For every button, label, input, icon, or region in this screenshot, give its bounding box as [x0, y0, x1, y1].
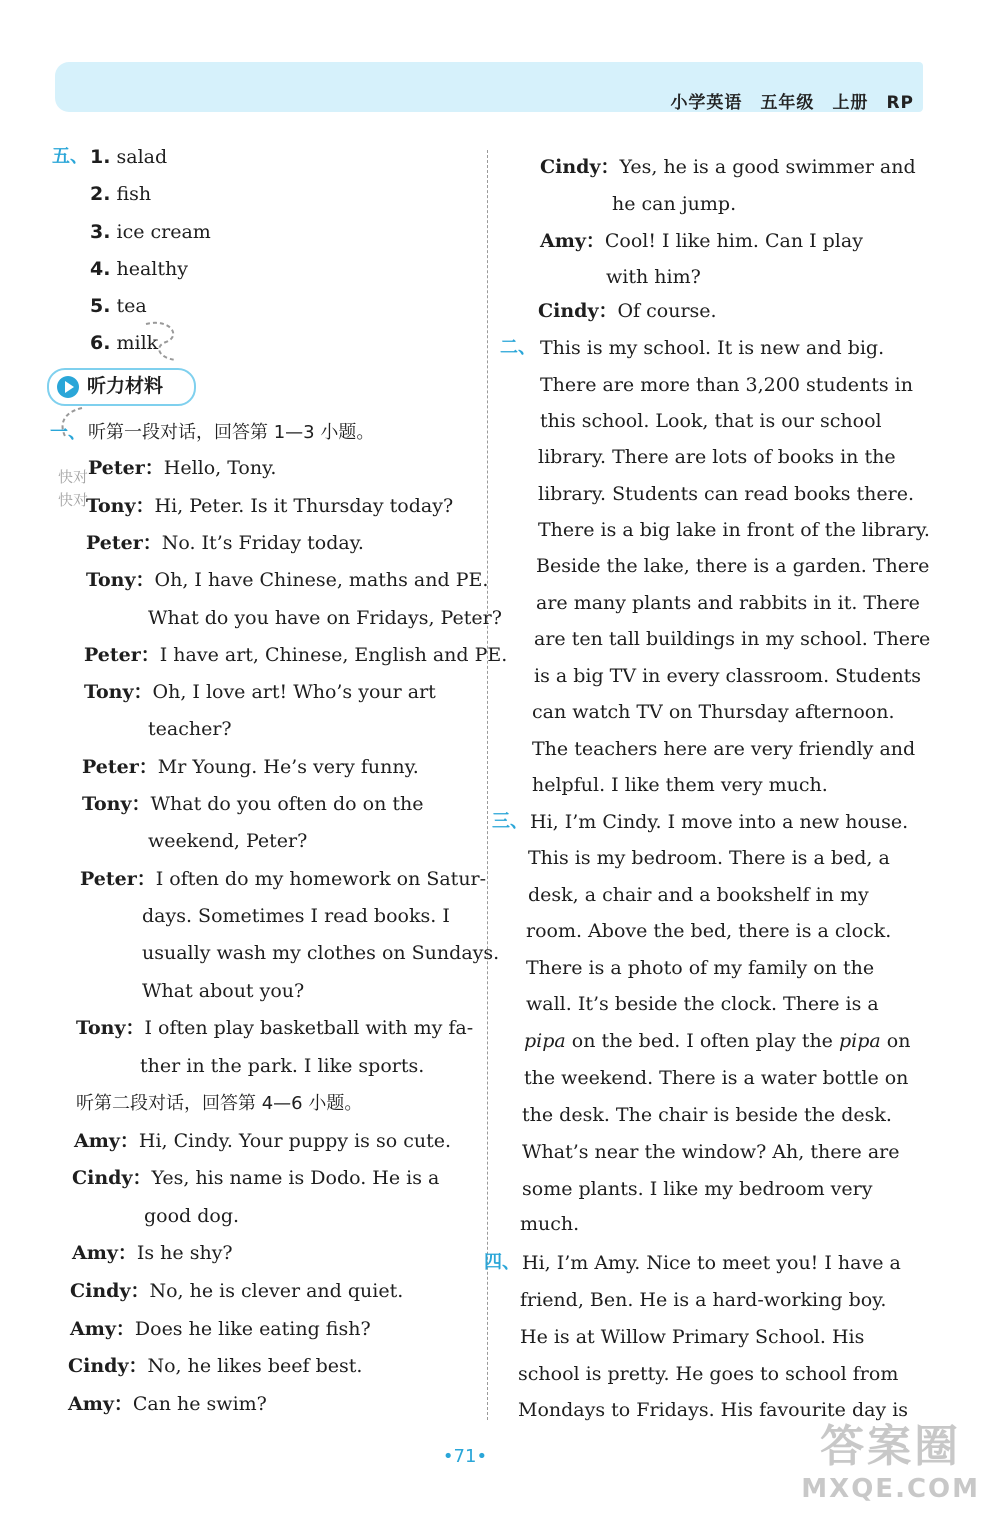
dialogue-line: What about you? [142, 980, 305, 1002]
passage-line: Mondays to Fridays. His favourite day is [518, 1399, 909, 1421]
passage-line: the desk. The chair is beside the desk. [522, 1104, 892, 1126]
dialogue-line: Tony：Hi, Peter. Is it Thursday today? [86, 495, 454, 517]
passage-line: can watch TV on Thursday afternoon. [532, 701, 895, 723]
section-5-label: 五、 [52, 146, 88, 167]
speaker-name: Peter： [86, 532, 162, 554]
passage-line: the weekend. There is a water bottle on [524, 1067, 909, 1089]
page-number: •71• [442, 1446, 488, 1467]
dialogue-line: Cindy：Yes, he is a good swimmer and [540, 156, 916, 178]
dialogue-line: Tony：Oh, I love art! Who’s your art [84, 681, 436, 703]
dialogue-line: What do you have on Fridays, Peter? [148, 607, 502, 629]
speaker-name: Tony： [86, 495, 155, 517]
stamp-text: 快对 [58, 491, 89, 509]
passage-line: room. Above the bed, there is a clock. [526, 920, 892, 942]
dialogue-line: he can jump. [612, 193, 737, 215]
dialogue-line: Tony：I often play basketball with my fa- [76, 1017, 474, 1039]
passage-line: are many plants and rabbits in it. There [536, 592, 920, 614]
listening-materials-header [47, 368, 196, 406]
speaker-name: Tony： [76, 1017, 145, 1039]
dialogue-line: with him? [606, 266, 701, 288]
passage-line: library. Students can read books there. [538, 483, 914, 505]
passage-line: The teachers here are very friendly and [532, 738, 916, 760]
speaker-name: Peter： [80, 868, 156, 890]
dialogue-line: Amy：Is he shy? [72, 1242, 233, 1264]
speaker-name: Tony： [84, 681, 153, 703]
answer-item: 4. healthy [90, 258, 188, 280]
passage-line: are ten tall buildings in my school. There [534, 628, 931, 650]
section-4-label: 四、 [484, 1252, 520, 1273]
passage-line: There are more than 3,200 students in [540, 374, 913, 396]
speaker-name: Peter： [88, 457, 164, 479]
passage-line: library. There are lots of books in the [538, 446, 896, 468]
speaker-name: Peter： [84, 644, 160, 666]
dialogue-line: weekend, Peter? [148, 830, 308, 852]
instruction-text: 听第一段对话，回答第 1—3 小题。 [88, 422, 375, 443]
dialogue-line: Tony：What do you often do on the [82, 793, 424, 815]
dialogue-line: Peter：I have art, Chinese, English and PE. [84, 644, 508, 666]
passage-line: is a big TV in every classroom. Students [534, 665, 922, 687]
dialogue-line: good dog. [144, 1205, 240, 1227]
speaker-name: Cindy： [538, 300, 618, 322]
dialogue-line: Cindy：Yes, his name is Dodo. He is a [72, 1167, 440, 1189]
answer-item: 2. fish [90, 183, 152, 205]
passage-line: helpful. I like them very much. [532, 774, 828, 796]
passage-line: desk, a chair and a bookshelf in my [528, 884, 869, 906]
dialogue-line: Cindy：No, he is clever and quiet. [70, 1280, 404, 1302]
speaker-name: Cindy： [70, 1280, 150, 1302]
speaker-name: Cindy： [68, 1355, 148, 1377]
volume-label: 上册 [832, 93, 869, 113]
speaker-name: Amy： [70, 1318, 135, 1340]
column-divider [487, 150, 488, 1420]
book-title [652, 88, 914, 113]
speaker-name: Tony： [82, 793, 151, 815]
answer-item: 1. salad [90, 146, 168, 168]
answer-item: 5. tea [90, 295, 147, 317]
speaker-name: Cindy： [540, 156, 620, 178]
dialogue-line: ther in the park. I like sports. [140, 1055, 425, 1077]
play-icon [57, 376, 79, 398]
section-3-label: 三、 [492, 811, 528, 832]
passage-line: wall. It’s beside the clock. There is a [526, 993, 879, 1015]
speaker-name: Amy： [68, 1393, 133, 1415]
stamp-text: 快对 [58, 468, 89, 486]
grade-label: 五年级 [760, 93, 815, 113]
speaker-name: Tony： [86, 569, 155, 591]
dialogue-line: Amy：Hi, Cindy. Your puppy is so cute. [74, 1130, 451, 1152]
listening-materials-title: 听力材料 [87, 375, 164, 397]
passage-line: school is pretty. He goes to school from [518, 1363, 899, 1385]
dialogue-line: Peter：No. It’s Friday today. [86, 532, 364, 554]
answer-item: 6. milk [90, 332, 159, 354]
section-1-label: 一、 [50, 422, 86, 443]
watermark-logo: 答案圈 [820, 1421, 962, 1472]
watermark-url: MXQE.COM [801, 1474, 980, 1504]
passage-line: What’s near the window? Ah, there are [522, 1141, 900, 1163]
passage-line: There is a big lake in front of the library. [538, 519, 930, 541]
swirl-decoration-icon [140, 318, 184, 364]
edition-label: RP [886, 93, 914, 113]
dialogue-line: Cindy：Of course. [538, 300, 717, 322]
dialogue-line: Peter：I often do my homework on Satur- [80, 868, 487, 890]
dialogue-line: days. Sometimes I read books. I [142, 905, 450, 927]
instruction-text: 听第二段对话，回答第 4—6 小题。 [76, 1093, 363, 1114]
dialogue-line: Tony：Oh, I have Chinese, maths and PE. [86, 569, 489, 591]
answer-item: 3. ice cream [90, 221, 211, 243]
section-2-label: 二、 [500, 337, 536, 358]
dialogue-line: Amy：Can he swim? [68, 1393, 267, 1415]
passage-line: Hi, I’m Amy. Nice to meet you! I have a [522, 1252, 901, 1274]
watermark [801, 1410, 980, 1504]
speaker-name: Amy： [72, 1242, 137, 1264]
speaker-name: Peter： [82, 756, 158, 778]
subject-label: 小学英语 [670, 93, 743, 113]
dialogue-line: Amy：Cool! I like him. Can I play [540, 230, 863, 252]
passage-line: This is my school. It is new and big. [540, 337, 885, 359]
passage-line: There is a photo of my family on the [526, 957, 875, 979]
speaker-name: Cindy： [72, 1167, 152, 1189]
passage-line: friend, Ben. He is a hard-working boy. [520, 1289, 887, 1311]
passage-line: This is my bedroom. There is a bed, a [528, 847, 890, 869]
passage-line: He is at Willow Primary School. His [520, 1326, 865, 1348]
dialogue-line: Peter：Hello, Tony. [88, 457, 277, 479]
dialogue-line: teacher? [148, 718, 232, 740]
dialogue-line: Cindy：No, he likes beef best. [68, 1355, 363, 1377]
passage-line: Hi, I’m Cindy. I move into a new house. [530, 811, 909, 833]
speaker-name: Amy： [74, 1130, 139, 1152]
passage-line: some plants. I like my bedroom very [522, 1178, 873, 1200]
passage-line: pipa on the bed. I often play the pipa on [524, 1030, 911, 1052]
passage-line: Beside the lake, there is a garden. There [536, 555, 930, 577]
passage-line: much. [520, 1213, 580, 1235]
passage-line: this school. Look, that is our school [540, 410, 882, 432]
dialogue-line: Peter：Mr Young. He’s very funny. [82, 756, 419, 778]
dialogue-line: Amy：Does he like eating fish? [70, 1318, 371, 1340]
dialogue-line: usually wash my clothes on Sundays. [142, 942, 500, 964]
speaker-name: Amy： [540, 230, 605, 252]
